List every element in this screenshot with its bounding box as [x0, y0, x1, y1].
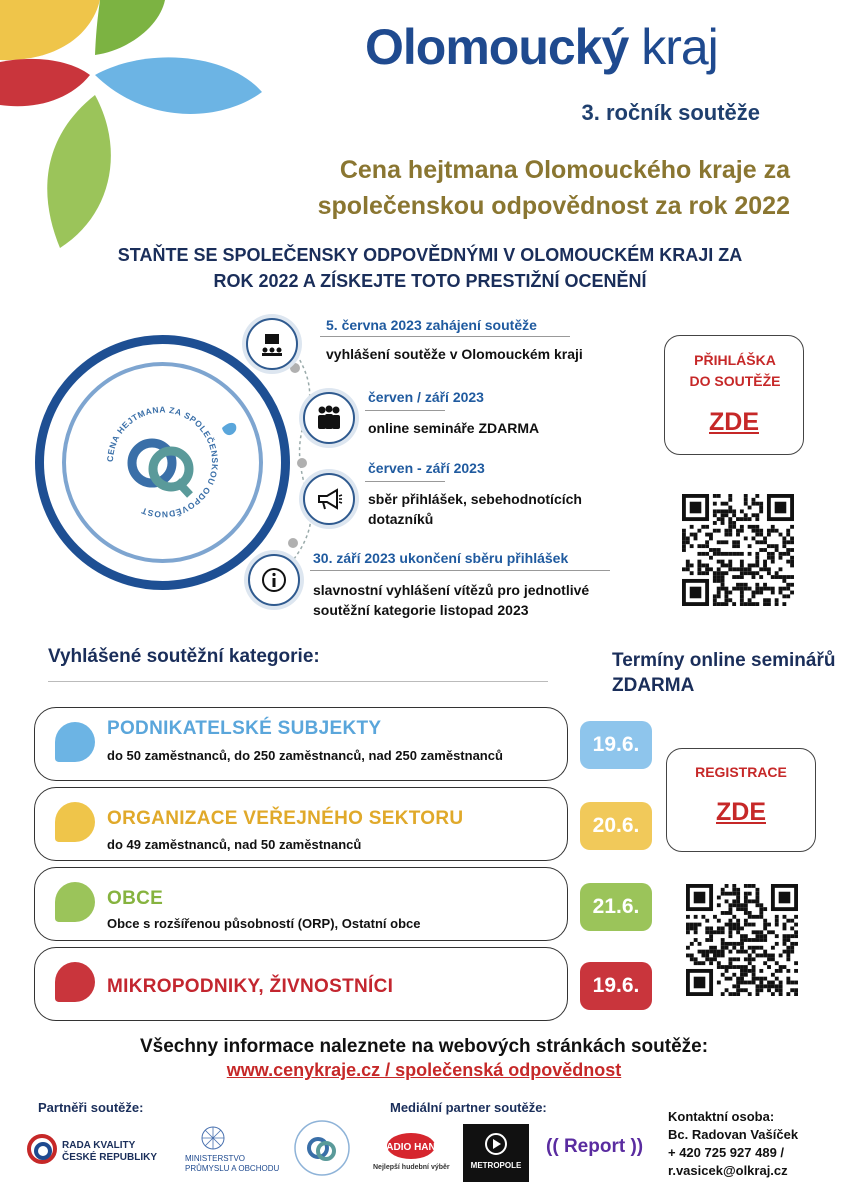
headline-line2: ROK 2022 A ZÍSKEJTE TOTO PRESTIŽNÍ OCENĚNÍ — [213, 271, 647, 291]
ministry-logo-icon — [194, 1124, 232, 1152]
logo-main-text: Olomoucký — [365, 19, 629, 75]
rada-line2: ČESKÉ REPUBLIKY — [62, 1152, 158, 1163]
registration-qr-code[interactable] — [686, 884, 798, 996]
category-bubble-icon — [55, 722, 95, 762]
rada-kvality-logo-text — [62, 1140, 157, 1164]
timeline-divider-1 — [320, 336, 570, 337]
timeline-divider-2 — [365, 410, 445, 411]
contact-block — [668, 1108, 798, 1180]
timeline-divider-3 — [365, 481, 445, 482]
categories-divider — [48, 681, 548, 682]
application-link[interactable]: ZDE — [709, 408, 759, 436]
timeline-date-3: červen - září 2023 — [368, 460, 485, 476]
award-title-line1: Cena hejtmana Olomouckého kraje za — [339, 156, 790, 184]
rada-kvality-logo-icon — [26, 1133, 58, 1165]
category-subtext: do 49 zaměstnanců, nad 50 zaměstnanců — [107, 837, 362, 852]
ministry-line2: PRŮMYSLU A OBCHODU — [185, 1164, 280, 1173]
website-link[interactable]: www.cenykraje.cz / společenská odpovědnost — [226, 1060, 622, 1080]
contact-phone: + 420 725 927 489 / — [668, 1145, 785, 1160]
category-subtext: Obce s rozšířenou působností (ORP), Ostatní obce — [107, 916, 421, 931]
report-logo: (( Report )) — [546, 1136, 644, 1157]
category-bubble-icon — [55, 802, 95, 842]
emblem-ring-text: CENA HEJTMANA ZA SPOLEČENSKOU ODPOVĚDNOST — [104, 404, 221, 520]
olomoucky-kraj-logo — [365, 18, 718, 76]
seminar-date-3: 21.6. — [580, 883, 652, 931]
info-text: Všechny informace naleznete na webových stránkách soutěže: — [139, 1036, 709, 1057]
competition-emblem-small — [292, 1118, 352, 1178]
play-icon — [484, 1132, 508, 1156]
report-label: Report — [563, 1136, 626, 1157]
radio-metropole-logo — [463, 1124, 529, 1182]
category-name: PODNIKATELSKÉ SUBJEKTY — [107, 718, 382, 739]
contact-heading: Kontaktní osoba: — [668, 1109, 775, 1124]
ministry-logo-text — [185, 1154, 279, 1174]
timeline-text-2: online semináře ZDARMA — [368, 420, 540, 436]
timeline-date-1: 5. června 2023 zahájení soutěže — [326, 317, 537, 333]
radio-hana-tagline: Nejlepší hudební výběr — [373, 1164, 450, 1171]
timeline-divider-4 — [310, 570, 610, 571]
timeline-text-4: slavnostní vyhlášení vítězů pro jednotlivé soutěžní kategorie listopad 2023 — [313, 582, 590, 618]
registration-link[interactable]: ZDE — [716, 798, 766, 826]
info-icon — [248, 554, 300, 606]
rada-line1: RADA KVALITY — [62, 1140, 136, 1151]
seminar-date-1: 19.6. — [580, 721, 652, 769]
application-label: PŘIHLÁŠKA DO SOUTĚŽE — [689, 352, 781, 389]
contact-email[interactable]: r.vasicek@olkraj.cz — [668, 1163, 788, 1178]
registration-label: REGISTRACE — [695, 764, 787, 780]
timeline-text-1: vyhlášení soutěže v Olomouckém kraji — [326, 346, 583, 362]
contact-name: Bc. Radovan Vašíček — [668, 1127, 799, 1142]
seminar-date-4: 19.6. — [580, 962, 652, 1010]
category-subtext: do 50 zaměstnanců, do 250 zaměstnanců, nad 250 zaměstnanců — [107, 748, 503, 763]
category-name: OBCE — [107, 888, 164, 909]
edition-text: 3. ročník soutěže — [581, 100, 760, 125]
award-title-line2: společenskou odpovědnost za rok 2022 — [317, 192, 790, 220]
radio-hana-logo — [379, 1130, 443, 1162]
logo-suffix-text: kraj — [641, 19, 718, 75]
category-name: MIKROPODNIKY, ŽIVNOSTNÍCI — [107, 976, 394, 997]
categories-heading: Vyhlášené soutěžní kategorie: — [48, 646, 320, 667]
award-title — [250, 152, 790, 224]
category-card-municipalities[interactable] — [34, 867, 568, 941]
metropole-label: METROPOLE — [470, 1161, 522, 1170]
timeline-date-4: 30. září 2023 ukončení sběru přihlášek — [313, 550, 569, 566]
category-bubble-icon — [55, 882, 95, 922]
megaphone-icon — [303, 473, 355, 525]
application-qr-code[interactable] — [682, 494, 794, 606]
headline — [60, 242, 800, 294]
category-name: ORGANIZACE VEŘEJNÉHO SEKTORU — [107, 808, 464, 829]
headline-line1: STAŇTE SE SPOLEČENSKY ODPOVĚDNÝMI V OLOMOUCKÉM KRAJI ZA — [117, 245, 743, 265]
presentation-icon — [246, 318, 298, 370]
category-bubble-icon — [55, 962, 95, 1002]
timeline-text-3: sběr přihlášek, sebehodnotících dotazníků — [368, 491, 582, 527]
application-box[interactable] — [664, 335, 804, 455]
radio-hana-logo-text: RADIO HANÁ — [379, 1142, 443, 1153]
seminar-date-2: 20.6. — [580, 802, 652, 850]
timeline-date-2: červen / září 2023 — [368, 389, 484, 405]
media-partners-heading: Mediální partner soutěže: — [390, 1100, 547, 1115]
seminars-heading: Termíny online seminářů ZDARMA — [612, 650, 836, 696]
group-icon — [303, 392, 355, 444]
registration-box[interactable] — [666, 748, 816, 852]
ministry-line1: MINISTERSTVO — [185, 1154, 246, 1163]
category-card-business[interactable] — [34, 707, 568, 781]
category-card-public-sector[interactable] — [34, 787, 568, 861]
partners-heading: Partněři soutěže: — [38, 1100, 144, 1115]
category-card-microbusiness[interactable] — [34, 947, 568, 1021]
